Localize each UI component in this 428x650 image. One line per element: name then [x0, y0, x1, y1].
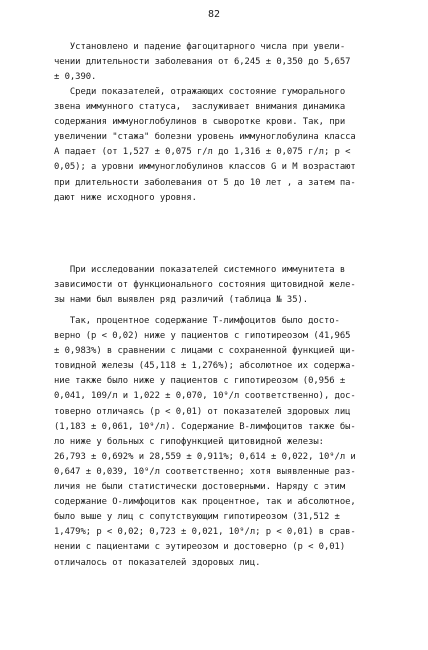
text-line: Установлено и падение фагоцитарного числа при увели-	[54, 42, 346, 52]
text-line: зависимости от функционального состояния щитовидной желе-	[54, 280, 356, 291]
paragraph-phagocytic-number	[54, 40, 416, 85]
paragraph-lymphocytes	[54, 314, 416, 571]
text-line: зы нами был выявлен ряд различий (таблица № 35).	[54, 295, 309, 306]
text-line: 0,041, 109/л и 1,022 ± 0,070, 10⁹/л соответственно), дос-	[54, 391, 356, 402]
text-line: дают ниже исходного уровня.	[54, 192, 197, 203]
text-line: Так, процентное содержание Т-лимфоцитов было досто-	[54, 316, 340, 326]
text-line: верно (p < 0,02) ниже у пациентов с гипотиреозом (41,965	[54, 331, 351, 342]
text-line: ние также было ниже у пациентов с гипотиреозом (0,956 ±	[54, 376, 346, 387]
text-line: содержания иммуноглобулинов в сыворотке крови. Так, при	[54, 117, 346, 128]
text-line: нении с пациентами с эутиреозом и достоверно (p < 0,01)	[54, 542, 346, 553]
paragraph-humoral-immunity	[54, 85, 416, 206]
text-line: 0,05); а уровни иммуноглобулинов классов G и М возрастают	[54, 162, 356, 173]
text-line: при длительности заболевания от 5 до 10 лет , а затем па-	[54, 177, 356, 188]
text-line: 1,479%; p < 0,02; 0,723 ± 0,021, 10⁹/л; p < 0,01) в срав-	[54, 527, 356, 538]
text-line: товидной железы (45,118 ± 1,276%); абсолютное их содержа-	[54, 361, 356, 372]
text-line: звена иммунного статуса, заслуживает внимания динамика	[54, 102, 346, 113]
text-line: ± 0,983%) в сравнении с лицами с сохраненной функцией щи-	[54, 346, 356, 357]
text-line: А падает (от 1,527 ± 0,075 г/л до 1,316 ± 0,075 г/л; p <	[54, 147, 351, 158]
text-line: увеличении "стажа" болезни уровень иммуноглобулина класса	[54, 132, 356, 143]
paragraph-systemic-immunity	[54, 263, 416, 308]
text-line: отличалось от показателей здоровых лиц.	[54, 557, 261, 568]
text-line: ± 0,390.	[54, 72, 97, 83]
text-line: личия не были статистически достоверными. Наряду с этим	[54, 482, 346, 493]
text-line: (1,183 ± 0,061, 10⁹/л). Содержание В-лимфоцитов также бы-	[54, 421, 356, 432]
text-line: При исследовании показателей системного иммунитета в	[54, 265, 346, 275]
text-line: содержание О-лимфоцитов как процентное, так и абсолютное,	[54, 497, 356, 508]
text-line: Среди показателей, отражающих состояние гуморального	[54, 87, 346, 97]
text-line: 0,647 ± 0,039, 10⁹/л соответственно; хотя выявленные раз-	[54, 466, 356, 477]
text-line: 26,793 ± 0,692% и 28,559 ± 0,911%; 0,614 ± 0,022, 10⁹/л и	[54, 451, 356, 462]
text-line: товерно отличаясь (p < 0,01) от показателей здоровых лиц	[54, 406, 351, 417]
text-line: ло ниже у больных с гипофункцией щитовидной железы:	[54, 436, 324, 447]
text-line: чении длительности заболевания от 6,245 ± 0,350 до 5,657	[54, 57, 351, 68]
text-line: было выше у лиц с сопутствующим гипотиреозом (31,512 ±	[54, 512, 340, 523]
page-number: 82	[207, 9, 221, 20]
